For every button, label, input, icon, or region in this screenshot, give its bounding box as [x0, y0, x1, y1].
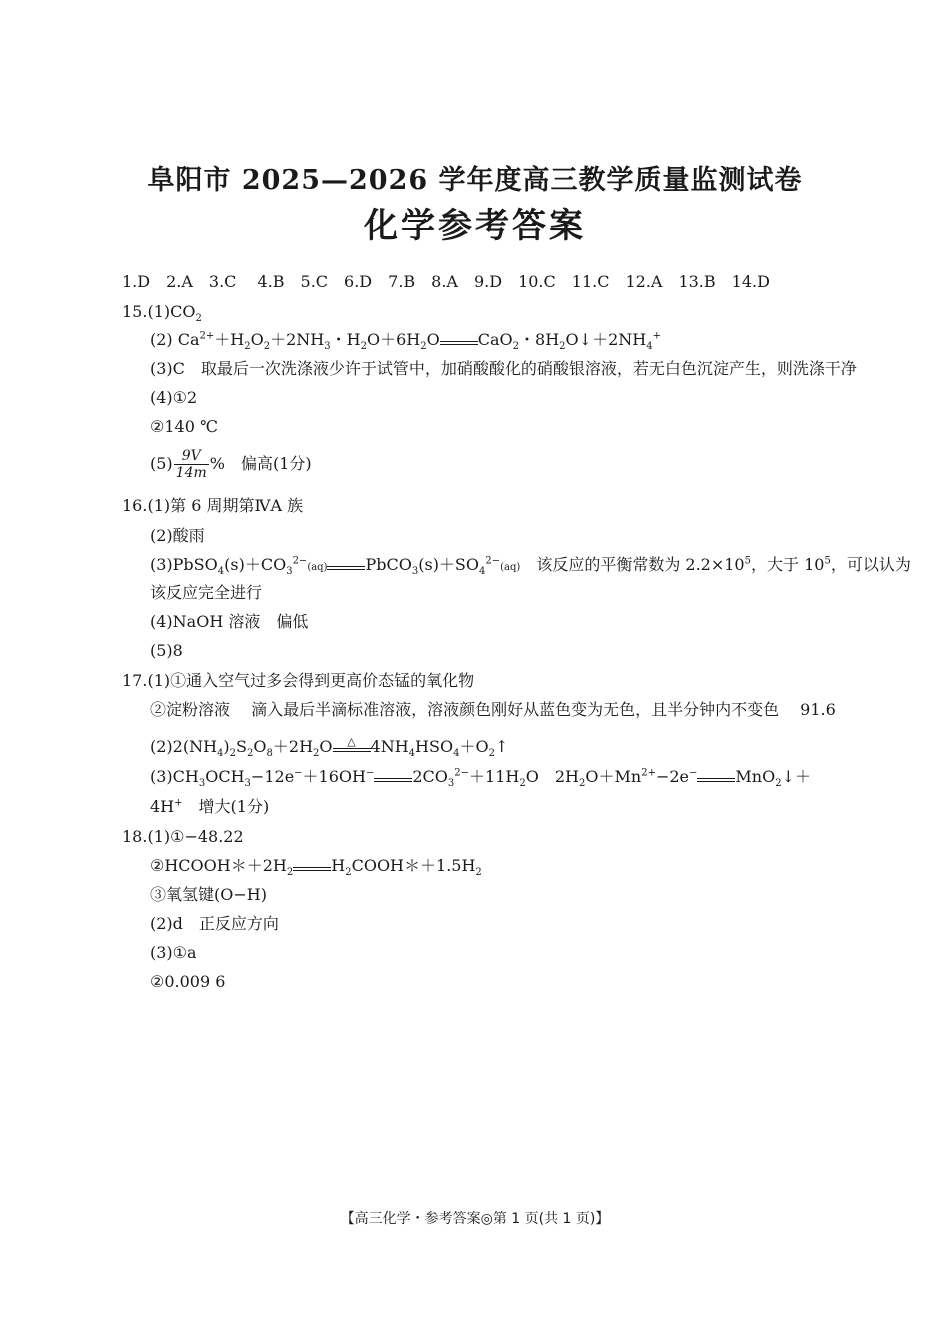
q18-part2: (2)d 正反应方向: [150, 914, 279, 933]
q15-part4b: ②140 ℃: [150, 417, 218, 436]
q16-part3-equation: $(3)PbSO_4(s)+CO_3^{2-}(aq)$ $PbCO_3(s)+SO_4^{2-}(aq)$ 该反应的平衡常数为 $2.2\times 10^5$，大于 $10^5$，可以认为: [150, 555, 911, 578]
fraction: $\frac{9V}{14m}$: [175, 448, 207, 481]
q17-part3-equation: $(3)CH_3OCH_3-12e^-+16OH^-$ $2CO_3^{2-}+11H_2O$ $2H_2O+Mn^{2+}-2e^-$ MnO$_2$↓＋: [150, 767, 812, 790]
q15-part4: (4)①2: [150, 388, 198, 407]
q18-part3b: ②0.009 6: [150, 972, 226, 991]
q16-part4: (4)NaOH 溶液 偏低: [150, 612, 309, 631]
q18-part3: (3)①a: [150, 943, 197, 962]
q16-part2: (2)酸雨: [150, 526, 205, 545]
q16-part5: (5)8: [150, 641, 183, 660]
page-footer: 【高三化学・参考答案◎第 1 页(共 1 页)】: [340, 1211, 610, 1227]
q15-part1: $15.(1)CO_2$: [122, 302, 202, 325]
q15-part2-equation: (2) $Ca^{2+}+H_2O_2+2NH_3$・$H_2O+6H_2O$ CaO$_2$・$8H_2O↓+2NH_4^+$: [150, 330, 661, 353]
q16-part3-continued: 该反应完全进行: [150, 583, 263, 602]
document-title: 阜阳市 2025—2026 学年度高三教学质量监测试卷: [147, 165, 803, 196]
document-subtitle: 化学参考答案: [364, 206, 586, 246]
q15-part5: (5) $\frac{9V}{14m}$ % 偏高(1分): [150, 448, 312, 481]
q17-part1b: ②淀粉溶液 滴入最后半滴标准溶液，溶液颜色刚好从蓝色变为无色，且半分钟内不变色 91.6: [150, 700, 836, 719]
q17-part1: 17.(1)①通入空气过多会得到更高价态锰的氧化物: [122, 671, 475, 690]
q15-part3: (3)C 取最后一次洗涤液少许于试管中，加硝酸酸化的硝酸银溶液，若无白色沉淀产生，则洗涤干净: [150, 359, 857, 378]
q17-part3-continued: 4H+ 增大(1分): [150, 797, 270, 816]
multiple-choice-answers: 1.D 2.A 3.C 4.B 5.C 6.D 7.B 8.A 9.D 10.C 11.C 12.A 13.B 14.D: [122, 272, 770, 291]
q18-part1b-equation: $②HCOOH*+2H_2$ $H_2COOH*+1.5H_2$: [150, 856, 482, 879]
q17-part2-equation: $(2)2(NH_4)_2S_2O_8+2H_2O$ △ $4NH_4HSO_4+O_2↑$: [150, 735, 509, 760]
q16-part1: 16.(1)第 6 周期第ⅣA 族: [122, 496, 304, 515]
q18-part1: 18.(1)①−48.22: [122, 827, 244, 846]
q18-part1c: ③氧氢键(O−H): [150, 885, 267, 904]
